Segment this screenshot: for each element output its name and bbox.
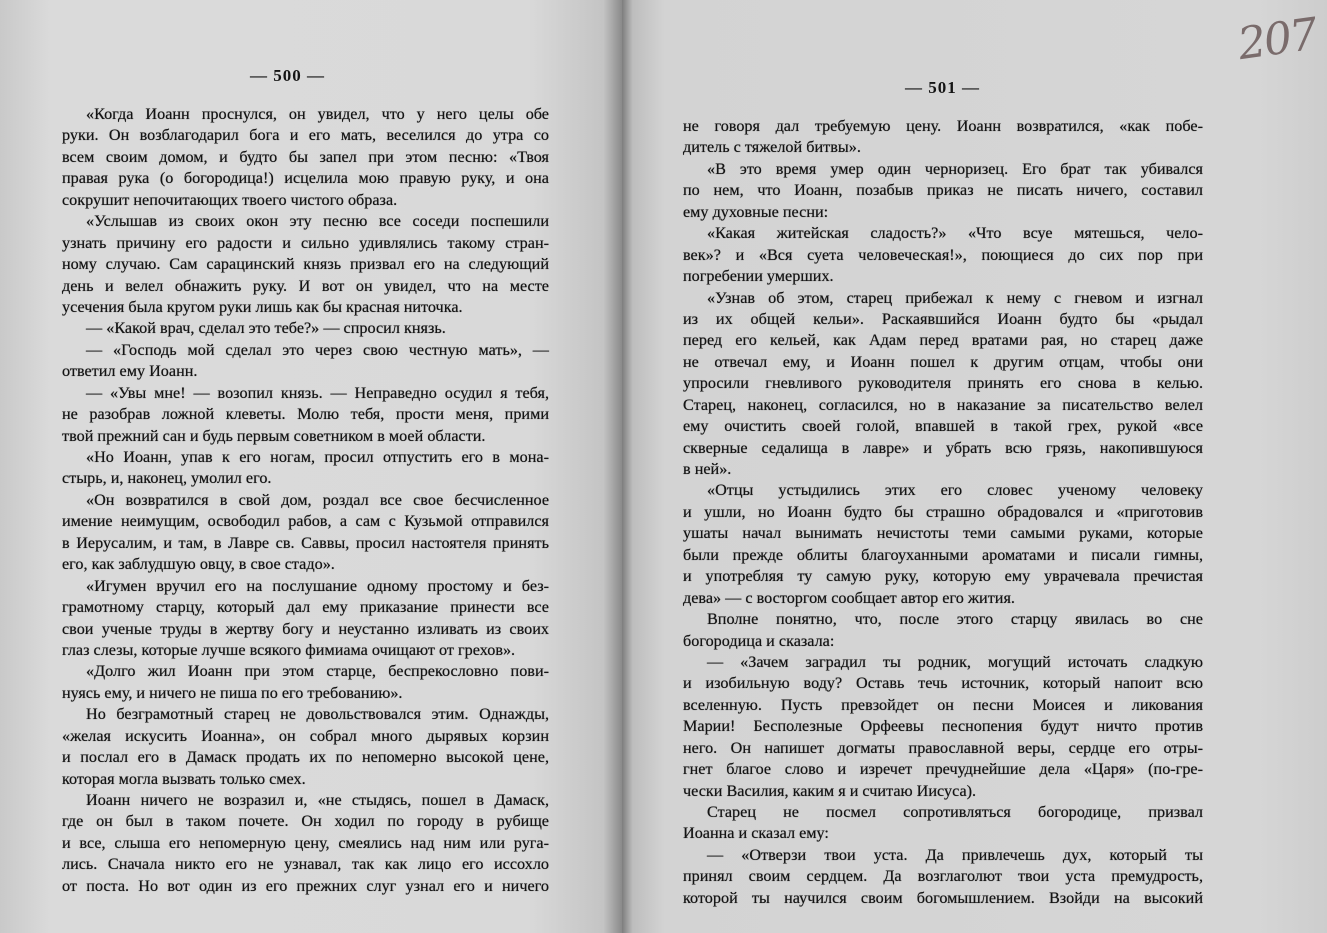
text-line: Иоанн ничего не возразил и, «не стыдясь, пошел в Дамаск, [86, 791, 549, 809]
text-line: по нем, что Иоанн, позабыв приказ не писать ничего, составил [683, 181, 1203, 200]
text-line: Вполне понятно, что, после этого старцу явилась во сне [707, 610, 1203, 629]
text-line: вселенную. Пусть превзойдет он песни Моисея и ликования [683, 695, 1203, 714]
text-line: принял своим сердцем. Да возглаголют твои уста премудрость, [683, 867, 1203, 886]
text-line: Марии! Бесполезные Орфеевы песнопения будут ничто против [683, 717, 1203, 736]
text-line: имение неимущим, освободил рабов, а сам с Кузьмой отправился [62, 512, 549, 531]
text-line: из их общей кельи». Раскаявшийся Иоанн будто бы «рыдал [683, 309, 1203, 328]
text-line: «Какая житейская сладость?» «Что всуе мятешься, чело- [707, 224, 1203, 243]
text-line: «Он возвратился в свой дом, роздал все свое бесчисленное [86, 490, 549, 509]
text-line: грамотному старцу, который дал ему приказание принести все [62, 598, 549, 617]
paragraph [683, 288, 1203, 481]
text-line: не говоря дал требуемую цену. Иоанн возвратился, «как побе- [683, 117, 1203, 135]
text-line: «желая искусить Иоанна», он собрал много дырявых корзин [62, 726, 549, 745]
text-line: глаз слезы, которые лучше всякого фимиама очищают от грехов». [62, 640, 516, 659]
text-line: и все, слыша его непомерную цену, смеялись над ним или руга- [62, 833, 549, 852]
text-line: век»? и «Вся суета человеческая!», поющиеся до сих пор при [683, 245, 1203, 264]
paragraph [62, 704, 549, 790]
text-line: погребении умерших. [683, 267, 834, 286]
text-line: Старец, наконец, согласился, но в наказание за писательство велел [683, 395, 1203, 414]
handwritten-page-note: 207 [1234, 8, 1320, 71]
text-line: Старец не посмел сопротивляться богородице, призвал [707, 803, 1203, 821]
text-line: где он был в таком почете. Он ходил по городу в рубище [62, 812, 549, 831]
text-line: нуясь ему, и ничего не пиша по его требованию». [62, 683, 403, 702]
paragraph [683, 609, 1203, 652]
text-line: упросили гневливого руководителя принять его снова в келью. [683, 374, 1203, 393]
text-line: Но безграмотный старец не довольствовался этим. Однажды, [86, 705, 549, 724]
text-line: ему очистить своей голой, впавшей в такой грех, рукой «все [683, 417, 1203, 436]
text-line: стырь, и, наконец, умолил его. [62, 469, 272, 488]
text-line: в ней». [683, 460, 732, 478]
paragraph [62, 447, 549, 490]
text-line: и употребляя ту самую руку, которую ему уврачевала пречистая [683, 567, 1203, 586]
text-line: чески Василия, каким я и считаю Иисуса). [683, 781, 977, 800]
paragraph [62, 576, 549, 662]
text-line: не отвечал ему, и Иоанн пошел к другим отцам, чтобы они [683, 352, 1203, 371]
text-line: всем своим домом, и будто бы запел при этом песню: «Твоя [62, 147, 549, 166]
text-line: «Долго жил Иоанн при этом старце, беспрекословно пови- [86, 662, 549, 681]
text-line: правая рука (о богородица!) исцелила мою правую руку, и она [62, 169, 549, 188]
paragraph [683, 845, 1203, 909]
text-line: — «Какой врач, сделал это тебе?» — спросил князь. [86, 319, 446, 338]
paragraph [62, 211, 549, 318]
text-line: были прежде облиты благоуханными ароматами и писали гимны, [683, 545, 1203, 564]
text-line: дева» — с восторгом сообщает автор его жития. [683, 588, 1015, 607]
page-number: — 500 — [250, 66, 325, 85]
right-page [622, 0, 1327, 933]
text-line: — «Отверзи твои уста. Да привлечешь дух, который ты [707, 845, 1203, 864]
left-page [0, 0, 622, 933]
text-line: ответил ему Иоанн. [62, 362, 198, 381]
text-line: — «Увы мне! — возопил князь. — Неправедно осудил я тебя, [86, 383, 549, 402]
text-line: в Иерусалим, и там, в Лавре св. Саввы, просил настоятеля принять [62, 533, 549, 552]
paragraph [683, 116, 1203, 159]
paragraph [62, 661, 549, 704]
text-line: — «Зачем заградил ты родник, могущий источать сладкую [707, 652, 1203, 671]
text-line: «Игумен вручил его на послушание одному простому и без- [86, 576, 549, 595]
text-line: него. Он напишет догматы православной веры, сердце его отры- [683, 738, 1203, 757]
text-line: богородица и сказала: [683, 631, 835, 650]
text-line: «Узнав об этом, старец прибежал к нему с гневом и изгнал [707, 288, 1203, 307]
text-line: ушаты начал вынимать нечистоты теми самыми руками, которые [683, 524, 1203, 543]
paragraph [683, 802, 1203, 845]
text-line: которой ты научился своим богомышлением. Взойди на высокий [683, 888, 1203, 907]
text-line: усечения была кругом руки лишь как бы красная ниточка. [62, 297, 463, 316]
text-line: ному случаю. Сам сарацинский князь призвал его на следующий [62, 255, 549, 274]
paragraph [62, 490, 549, 576]
text-line: гнет благое слово и изречет пречуднейшие дела «Царя» (по-гре- [683, 760, 1203, 779]
text-line: день и велел обнажить руку. И вот он увидел, что на месте [62, 276, 549, 295]
text-line: руки. Он возблагодарил бога и его мать, веселился до утра со [62, 126, 549, 145]
paragraph [62, 383, 549, 447]
page-body [683, 116, 1203, 909]
paragraph [62, 790, 549, 897]
text-line: не разобрав ложной клеветы. Молю тебя, прости меня, прими [62, 405, 549, 424]
text-line: «Когда Иоанн проснулся, он увидел, что у него целы обе [86, 105, 549, 123]
text-line: свои ученые труды в жертву богу и неустанно изливать из своих [62, 619, 549, 638]
text-line: твой прежний сан и будь первым советником в моей области. [62, 426, 486, 445]
text-line: Иоанна и сказал ему: [683, 824, 829, 843]
paragraph [62, 318, 549, 339]
text-line: и изобильную воду? Оставь течь источник, который напоит всю [683, 674, 1203, 693]
text-line: и послал его в Дамаск продать их по непомерно высокой цене, [62, 748, 549, 767]
text-line: лись. Сначала никто его не узнавал, так как лицо его иссохло [62, 855, 549, 874]
page-number: — 501 — [905, 78, 980, 97]
paragraph [683, 652, 1203, 802]
page-body [62, 104, 549, 897]
paragraph [62, 340, 549, 383]
text-line: «Услышав из своих окон эту песню все соседи поспешили [86, 212, 549, 231]
text-line: ему духовные песни: [683, 202, 829, 221]
text-line: сокрушит непочитающих твоего чистого образа. [62, 190, 398, 209]
paragraph [683, 480, 1203, 609]
text-line: и ушли, но Иоанн будто бы страшно обрадовался и «приготовив [683, 502, 1203, 521]
text-line: дитель с тяжелой битвы». [683, 138, 861, 157]
text-line: которая могла вызвать только смех. [62, 769, 306, 788]
paragraph [683, 223, 1203, 287]
text-line: «Но Иоанн, упав к его ногам, просил отпустить его в мона- [86, 448, 549, 466]
text-line: «Отцы устыдились этих его словес ученому человеку [707, 481, 1203, 500]
text-line: узнать причину его радости и сильно удивлялись такому стран- [62, 233, 549, 252]
text-line: — «Господь мой сделал это через свою честную мать», — [86, 340, 549, 359]
text-line: перед его кельей, как Адам перед вратами рая, но старец даже [683, 331, 1203, 350]
paragraph [683, 159, 1203, 223]
paragraph [62, 104, 549, 211]
text-line: «В это время умер один черноризец. Его брат так убивался [707, 159, 1203, 178]
text-line: скверные седалища в лавре» и убрать всю грязь, накопившуюся [683, 438, 1203, 457]
text-line: его, как заблудшую овцу, в свое стадо». [62, 555, 335, 574]
text-line: от поста. Но вот один из его прежних слуг узнал его и ничего [62, 876, 549, 895]
